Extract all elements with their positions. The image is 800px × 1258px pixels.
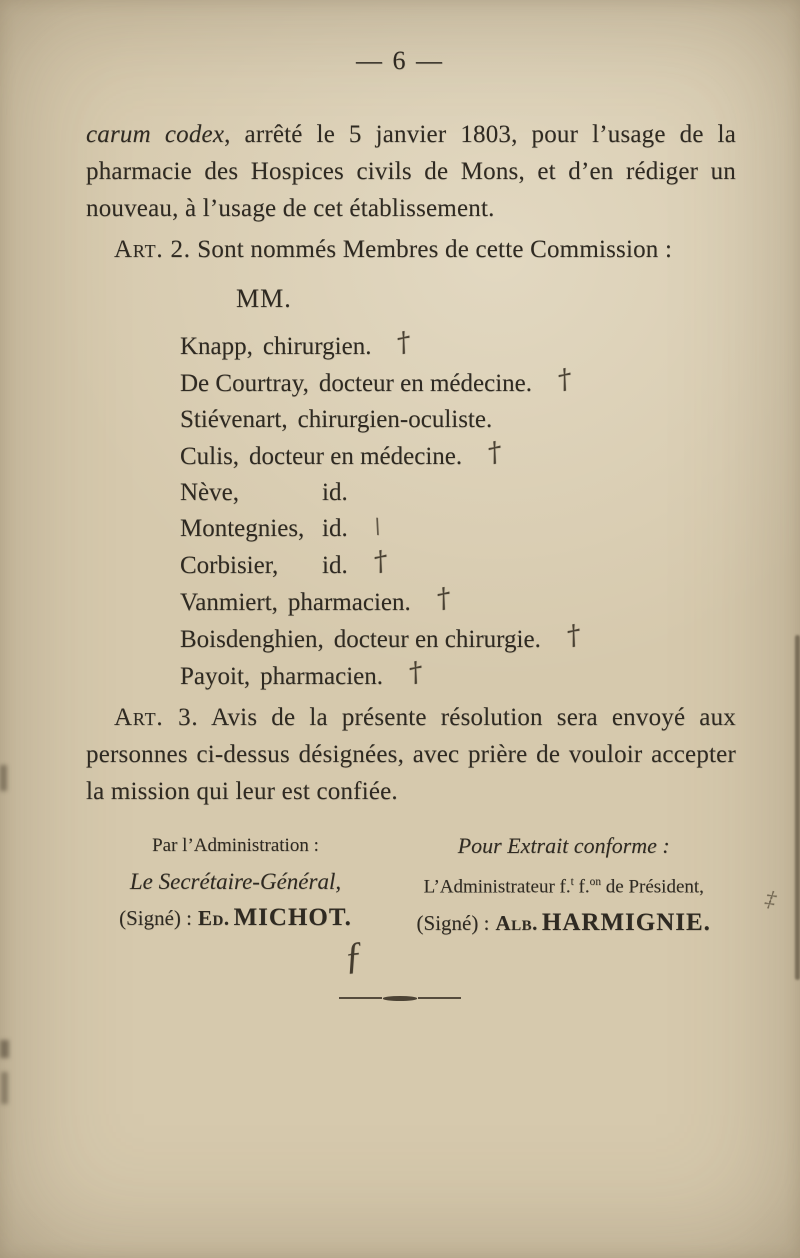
administrator-title-text: f.	[573, 876, 590, 898]
member-name: Nève,	[180, 479, 239, 506]
signer-firstname-abbr: Ed.	[197, 906, 230, 930]
article-3-text: Avis de la présente résolution sera envoyé aux personnes ci-dessus désignées, avec prière de vouloir accepter la mission qui leur est confiée.	[86, 704, 737, 805]
handwritten-cross-mark: †	[554, 362, 575, 397]
member-row	[180, 655, 736, 695]
member-desc: chirurgien.	[262, 333, 372, 360]
member-row	[180, 475, 736, 511]
member-desc: pharmacien.	[287, 589, 411, 616]
member-name: Culis,	[180, 443, 240, 470]
member-row	[180, 618, 736, 658]
member-row	[180, 511, 736, 547]
superscript-abbrev: t	[570, 876, 574, 888]
signer-firstname-abbr: Alb.	[495, 911, 538, 936]
right-signature-line	[392, 905, 737, 941]
divider-line	[418, 997, 461, 999]
article-3	[86, 699, 736, 810]
member-desc: id.	[322, 552, 348, 579]
member-row	[180, 362, 736, 402]
scan-artifact-smudge	[0, 765, 7, 791]
member-row	[180, 435, 736, 475]
member-desc: docteur en chirurgie.	[333, 626, 541, 653]
handwritten-cross-mark: †	[563, 618, 584, 653]
handwritten-cross-mark: †	[433, 581, 454, 616]
member-row	[180, 402, 736, 438]
superscript-abbrev: on	[589, 876, 602, 888]
latin-phrase: carum codex	[86, 121, 225, 148]
divider-diamond	[383, 996, 417, 1001]
handwritten-cross-mark: †	[484, 435, 505, 470]
handwritten-paraph-mark: ƒ	[341, 934, 366, 978]
handwritten-cross-mark: †	[394, 325, 414, 360]
member-name: Montegnies,	[180, 515, 305, 542]
member-name: Vanmiert,	[180, 589, 278, 616]
member-name: Boisdenghien,	[180, 626, 324, 653]
member-desc: pharmacien.	[260, 663, 384, 690]
member-name: Knapp,	[180, 333, 253, 360]
member-row	[180, 581, 736, 621]
secretary-title: Le Secrétaire-Général,	[129, 869, 342, 894]
administrator-title-text: L’Administrateur f.	[423, 876, 571, 898]
signature-left	[86, 828, 385, 941]
content-area	[86, 116, 736, 941]
paragraph-continuation	[86, 116, 736, 227]
administration-label: Par l’Administration :	[152, 835, 319, 856]
divider-line	[339, 997, 382, 999]
member-desc: id.	[322, 515, 348, 542]
member-name: Payoit,	[180, 663, 251, 690]
article-2-text: Sont nommés Membres de cette Commission :	[190, 236, 673, 263]
member-row	[180, 544, 736, 584]
signature-block	[86, 828, 736, 941]
signed-label: (Signé) :	[416, 911, 490, 936]
member-desc: chirurgien-oculiste.	[297, 406, 493, 433]
scan-artifact-smudge	[1, 1072, 8, 1104]
scan-artifact-smudge	[0, 1040, 9, 1058]
extract-conforme-label: Pour Extrait conforme :	[457, 833, 670, 858]
scan-artifact-right-edge	[795, 635, 800, 980]
handwritten-margin-mark: ‡	[763, 885, 778, 912]
article-2	[86, 231, 736, 268]
members-heading: MM.	[236, 284, 292, 313]
member-desc: docteur en médecine.	[318, 370, 532, 397]
signed-label: (Signé) :	[119, 906, 192, 930]
administrator-title-text: de Président,	[601, 876, 704, 898]
handwritten-cross-mark: \	[372, 513, 382, 539]
handwritten-cross-mark: †	[370, 544, 391, 579]
member-name: Corbisier,	[180, 552, 279, 579]
signer-surname: HARMIGNIE.	[541, 909, 711, 937]
handwritten-cross-mark: †	[405, 655, 426, 690]
left-signature-line	[86, 900, 385, 936]
member-name: Stiévenart,	[180, 406, 288, 433]
members-list	[180, 325, 736, 695]
signer-surname: MICHOT.	[233, 904, 352, 931]
member-desc: id.	[322, 479, 348, 506]
page-number: — 6 —	[356, 46, 444, 75]
member-name: De Courtray,	[180, 370, 309, 397]
member-row	[180, 325, 736, 365]
article-3-label: Art. 3.	[114, 704, 199, 731]
paragraph-text: , arrêté le 5 janvier 1803, pour l’usage de la pharmacie des Hospices civils de Mons, et d’en rédiger un nouveau, à l’usage de cet établissement.	[86, 121, 736, 222]
signature-right	[392, 828, 737, 941]
article-2-label: Art. 2.	[114, 236, 191, 263]
member-desc: docteur en médecine.	[249, 443, 463, 470]
end-divider	[339, 996, 461, 1001]
administrator-title	[392, 864, 737, 905]
